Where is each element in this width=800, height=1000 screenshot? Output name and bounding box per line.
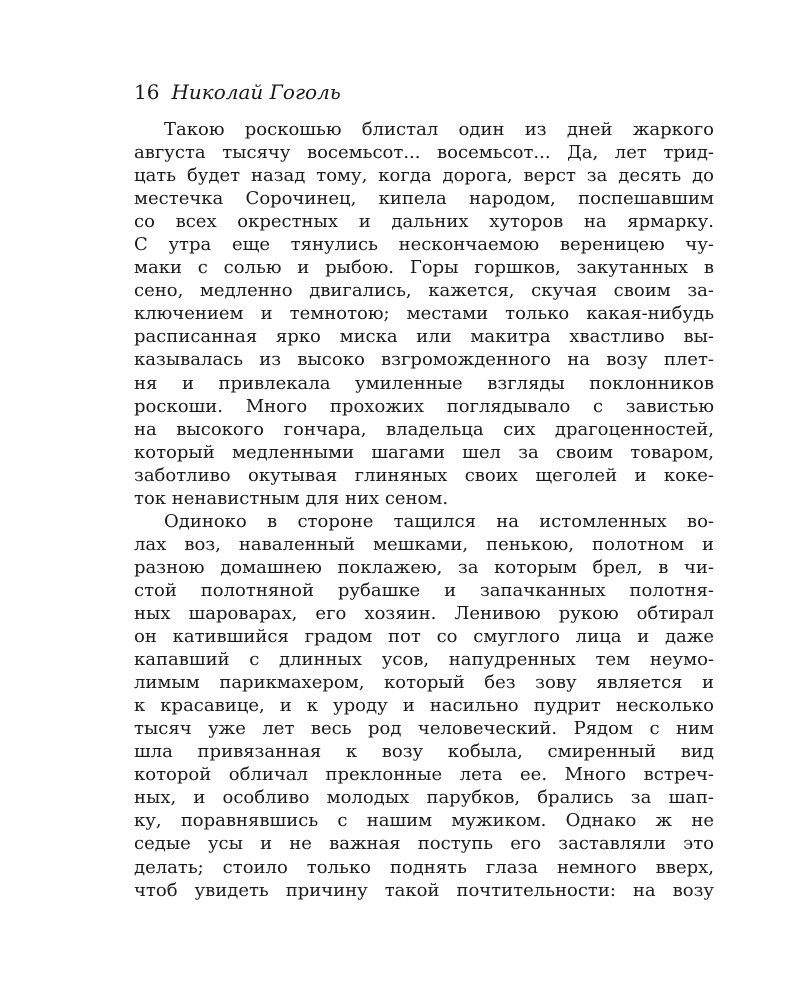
paragraph-1: [134, 118, 714, 510]
text-line: лимым парикмахером, который без зову является и: [134, 672, 714, 694]
text-line: Такою роскошью блистал один из дней жаркого: [164, 119, 714, 140]
text-line: ня и привлекала умиленные взгляды поклонников: [134, 372, 714, 394]
text-line: который медленными шагами шел за своим товаром,: [134, 441, 714, 463]
text-line: местечка Сорочинец, кипела народом, поспешавшим: [134, 188, 714, 210]
text-line: казывалась из высоко взгроможденного на возу плет-: [134, 349, 714, 371]
text-line: он катившийся градом пот со смуглого лица и даже: [134, 626, 714, 648]
text-line: тысяч уже лет весь род человеческий. Рядом с ним: [134, 718, 714, 740]
running-head: [134, 80, 341, 104]
page-number: 16: [134, 80, 160, 104]
text-line: капавший с длинных усов, напудренных тем неумо-: [134, 649, 714, 671]
text-line: С утра еще тянулись нескончаемою вереницею чу-: [134, 234, 714, 256]
text-line: делать; стоило только поднять глаза немного вверх,: [134, 856, 714, 878]
text-line: сено, медленно двигались, кажется, скучая своим за-: [134, 280, 714, 302]
text-line: ку, поравнявшись с нашим мужиком. Однако ж не: [134, 810, 714, 832]
text-line: лах воз, наваленный мешками, пенькою, полотном и: [134, 533, 714, 555]
text-line: роскоши. Много прохожих поглядывало с завистью: [134, 395, 714, 417]
text-line: Одиноко в стороне тащился на истомленных во-: [164, 510, 714, 532]
text-line: разною домашнею поклажею, за которым брел, в чи-: [134, 556, 714, 578]
paragraph-2: [134, 510, 714, 902]
text-line: ных шароварах, его хозяин. Ленивою рукою обтирал: [134, 602, 714, 624]
text-line: шла привязанная к возу кобыла, смиренный вид: [134, 741, 714, 763]
text-line: которой обличал преклонные лета ее. Много встреч-: [134, 764, 714, 786]
text-line: ключением и темнотою; местами только какая-нибудь: [134, 303, 714, 325]
text-line: седые усы и не важная поступь его заставляли это: [134, 833, 714, 855]
text-line: маки с солью и рыбою. Горы горшков, закутанных в: [134, 257, 714, 279]
author-name: Николай Гоголь: [171, 80, 341, 104]
text-line: со всех окрестных и дальних хуторов на ярмарку.: [134, 211, 714, 233]
text-line: ток ненавистным для них сеном.: [134, 487, 449, 509]
text-line: ных, и особливо молодых парубков, брались за шап-: [134, 787, 714, 809]
text-body: [134, 118, 714, 902]
text-line: расписанная ярко миска или макитра хвастливо вы-: [134, 326, 714, 348]
text-line: на высокого гончара, владельца сих драгоценностей,: [134, 418, 714, 440]
text-line: к красавице, и к уроду и насильно пудрит несколько: [134, 695, 714, 717]
text-line: чтоб увидеть причину такой почтительности: на возу: [134, 879, 714, 901]
text-line: заботливо окутывая глиняных своих щеголей и коке-: [134, 464, 714, 486]
text-line: августа тысячу восемьсот... восемьсот... Да, лет трид-: [134, 142, 714, 164]
text-line: цать будет назад тому, когда дорога, верст за десять до: [134, 165, 714, 187]
text-line: стой полотняной рубашке и запачканных полотня-: [134, 579, 714, 601]
